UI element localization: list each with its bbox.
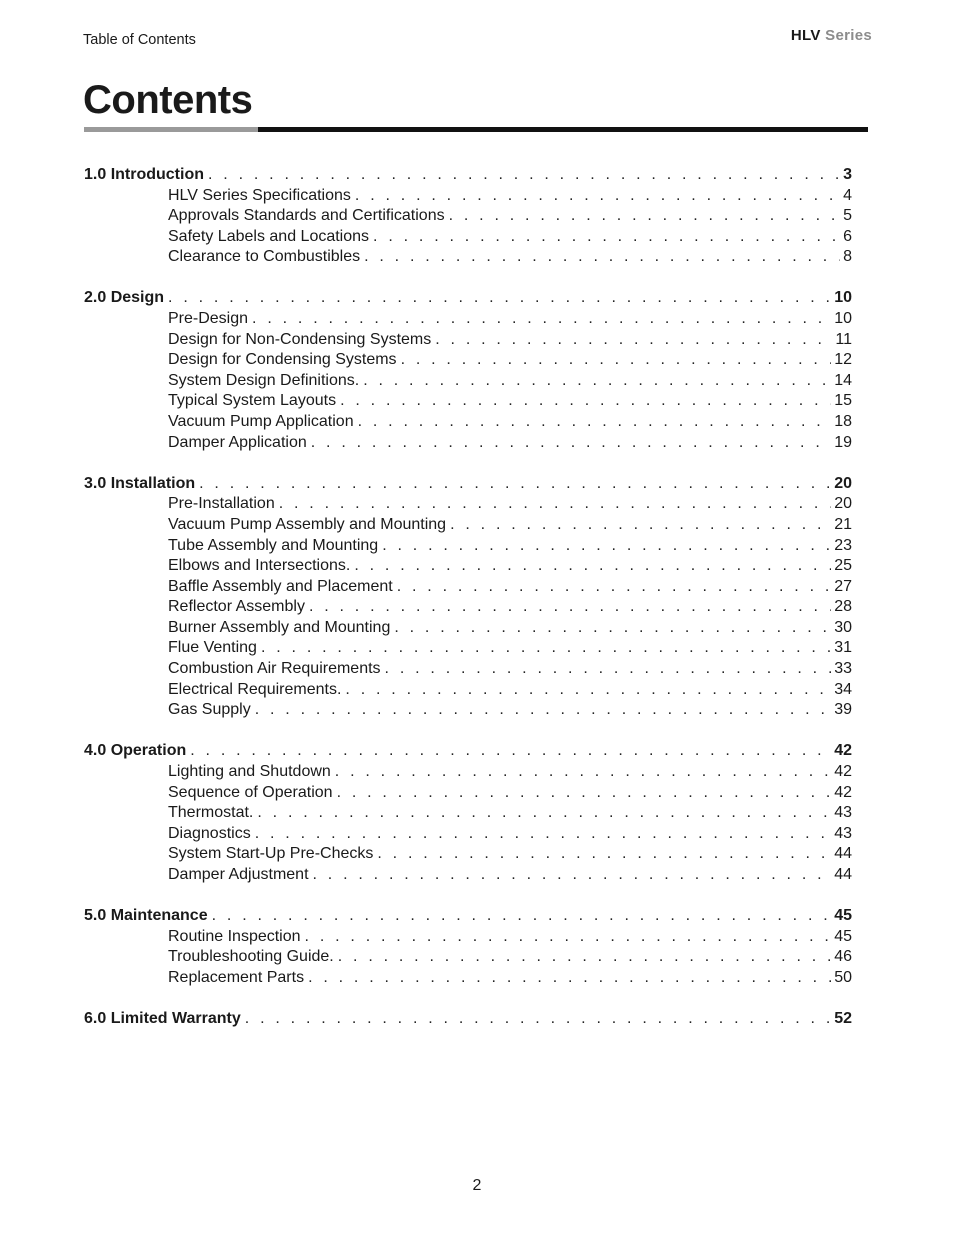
toc-entry-label: 3.0 Installation (84, 474, 196, 492)
dot-leader (311, 433, 831, 454)
toc-entry-page: 20 (834, 474, 852, 492)
dot-leader (355, 186, 840, 207)
dot-leader (309, 597, 831, 618)
toc-section (84, 288, 852, 453)
toc-section-entry[interactable] (84, 288, 852, 309)
toc-entry-label: System Design Definitions. (168, 371, 360, 389)
toc-entry-page: 10 (834, 289, 852, 307)
toc-entry-label: Combustion Air Requirements (168, 660, 381, 678)
toc-entry-label: Gas Supply (168, 701, 251, 719)
toc-entry-page: 44 (834, 865, 852, 883)
toc-entry-page: 3 (843, 166, 852, 183)
toc-section-entry[interactable] (84, 741, 852, 762)
toc-entry-label: 2.0 Design (84, 289, 165, 307)
toc-entry-page: 45 (834, 927, 852, 945)
toc-entry-page: 23 (834, 536, 852, 554)
toc-entry-label: Damper Adjustment (168, 865, 309, 883)
toc-entry-page: 15 (834, 392, 852, 410)
toc-entry-page: 25 (834, 557, 852, 575)
toc-entry-label: Pre-Design (168, 310, 249, 328)
page-title: Contents (83, 78, 253, 122)
dot-leader (385, 659, 832, 680)
toc-entry[interactable] (84, 494, 852, 515)
toc-entry[interactable] (84, 680, 852, 701)
toc-entry-page: 42 (834, 762, 852, 780)
toc-entry-label: Clearance to Combustibles (168, 248, 361, 266)
dot-leader (394, 618, 831, 639)
toc-entry[interactable] (84, 247, 852, 268)
toc-entry-page: 27 (834, 577, 852, 595)
dot-leader (255, 700, 831, 721)
title-rule-black (258, 127, 868, 132)
toc-entry[interactable] (84, 865, 852, 886)
toc-entry[interactable] (84, 659, 852, 680)
dot-leader (364, 247, 840, 268)
dot-leader (335, 762, 831, 783)
dot-leader (190, 741, 831, 762)
toc-entry[interactable] (84, 536, 852, 557)
toc-section-entry[interactable] (84, 165, 852, 186)
toc-entry[interactable] (84, 391, 852, 412)
toc-entry-label: Vacuum Pump Assembly and Mounting (168, 515, 447, 533)
dot-leader (354, 556, 831, 577)
toc-entry-label: Damper Application (168, 433, 307, 451)
dot-leader (308, 968, 831, 989)
toc-entry[interactable] (84, 412, 852, 433)
toc-entry[interactable] (84, 227, 852, 248)
table-of-contents (84, 165, 852, 1050)
toc-entry-label: 5.0 Maintenance (84, 907, 208, 924)
toc-entry-label: Approvals Standards and Certifications (168, 207, 445, 225)
toc-entry-page: 6 (843, 227, 852, 245)
toc-entry[interactable] (84, 700, 852, 721)
dot-leader (397, 577, 831, 598)
toc-entry[interactable] (84, 783, 852, 804)
toc-entry-label: Design for Non-Condensing Systems (168, 330, 432, 348)
toc-entry-label: Flue Venting (168, 639, 257, 657)
dot-leader (261, 638, 831, 659)
toc-entry[interactable] (84, 968, 852, 989)
toc-entry-label: Diagnostics (168, 824, 251, 842)
toc-section (84, 1009, 852, 1030)
running-header-brand (791, 27, 872, 44)
toc-entry-page: 19 (834, 433, 852, 451)
toc-entry-label: Pre-Installation (168, 495, 275, 513)
toc-entry[interactable] (84, 350, 852, 371)
toc-entry-page: 42 (834, 742, 852, 760)
toc-entry[interactable] (84, 927, 852, 948)
page-number: 2 (472, 1177, 482, 1194)
toc-entry-page: 5 (843, 207, 852, 225)
dot-leader (337, 783, 832, 804)
toc-entry-page: 43 (834, 824, 852, 842)
toc-entry-label: Elbows and Intersections. (168, 557, 351, 575)
dot-leader (363, 371, 831, 392)
toc-entry[interactable] (84, 556, 852, 577)
toc-entry-label: 6.0 Limited Warranty (84, 1009, 241, 1027)
toc-entry-label: Lighting and Shutdown (168, 762, 331, 780)
toc-entry-page: 33 (834, 660, 852, 678)
toc-entry-page: 14 (834, 371, 852, 389)
toc-entry-label: Safety Labels and Locations (168, 227, 370, 245)
dot-leader (358, 412, 832, 433)
toc-entry-page: 34 (834, 680, 852, 698)
toc-entry-page: 12 (834, 351, 852, 369)
toc-entry-label: Design for Condensing Systems (168, 351, 397, 369)
toc-entry-page: 50 (834, 968, 852, 986)
dot-leader (212, 906, 832, 927)
toc-entry-page: 20 (834, 495, 852, 513)
toc-entry-page: 10 (834, 310, 852, 328)
toc-entry-label: 1.0 Introduction (84, 166, 204, 183)
toc-section-entry[interactable] (84, 474, 852, 495)
title-rule-grey (84, 127, 258, 132)
toc-entry-label: Tube Assembly and Mounting (168, 536, 379, 554)
toc-entry[interactable] (84, 618, 852, 639)
dot-leader (208, 165, 840, 186)
dot-leader (245, 1009, 831, 1030)
toc-entry-page: 43 (834, 804, 852, 822)
running-header-section: Table of Contents (83, 32, 196, 48)
toc-entry-page: 42 (834, 783, 852, 801)
dot-leader (373, 227, 840, 248)
toc-entry-label: Routine Inspection (168, 927, 301, 945)
toc-entry-page: 52 (834, 1009, 852, 1027)
dot-leader (345, 680, 831, 701)
toc-entry-page: 45 (834, 907, 852, 924)
toc-entry[interactable] (84, 309, 852, 330)
toc-section (84, 165, 852, 268)
toc-entry[interactable] (84, 762, 852, 783)
toc-entry-label: Thermostat. (168, 804, 254, 822)
toc-entry-label: Electrical Requirements. (168, 680, 342, 698)
toc-entry-label: Sequence of Operation (168, 783, 333, 801)
toc-entry-page: 18 (834, 413, 852, 431)
toc-entry-page: 11 (835, 330, 852, 348)
toc-entry[interactable] (84, 371, 852, 392)
toc-entry-page: 46 (834, 948, 852, 966)
toc-entry-page: 44 (834, 845, 852, 863)
dot-leader (377, 844, 831, 865)
toc-entry-label: Burner Assembly and Mounting (168, 618, 391, 636)
toc-entry-label: 4.0 Operation (84, 742, 187, 760)
toc-entry-label: Replacement Parts (168, 968, 305, 986)
toc-entry-label: System Start-Up Pre-Checks (168, 845, 374, 863)
toc-entry-page: 4 (843, 186, 852, 204)
toc-entry-page: 31 (834, 639, 852, 657)
toc-entry[interactable] (84, 330, 852, 351)
toc-section (84, 906, 852, 988)
toc-entry[interactable] (84, 638, 852, 659)
toc-entry-label: Baffle Assembly and Placement (168, 577, 393, 595)
toc-entry[interactable] (84, 947, 852, 968)
toc-section (84, 474, 852, 721)
dot-leader (279, 494, 831, 515)
toc-entry[interactable] (84, 844, 852, 865)
toc-entry[interactable] (84, 803, 852, 824)
toc-entry-label: Reflector Assembly (168, 598, 305, 616)
toc-entry-page: 39 (834, 701, 852, 719)
toc-entry[interactable] (84, 577, 852, 598)
toc-entry-label: Vacuum Pump Application (168, 413, 354, 431)
toc-entry-label: Typical System Layouts (168, 392, 337, 410)
toc-entry-page: 28 (834, 598, 852, 616)
dot-leader (313, 865, 832, 886)
dot-leader (257, 803, 831, 824)
dot-leader (382, 536, 831, 557)
dot-leader (401, 350, 832, 371)
dot-leader (449, 206, 841, 227)
dot-leader (435, 330, 832, 351)
toc-entry-label: Troubleshooting Guide. (168, 948, 334, 966)
dot-leader (450, 515, 831, 536)
dot-leader (252, 309, 831, 330)
dot-leader (168, 288, 831, 309)
toc-entry-page: 30 (834, 618, 852, 636)
toc-entry[interactable] (84, 206, 852, 227)
toc-entry[interactable] (84, 824, 852, 845)
dot-leader (305, 927, 832, 948)
toc-entry[interactable] (84, 597, 852, 618)
dot-leader (255, 824, 832, 845)
toc-entry[interactable] (84, 186, 852, 207)
dot-leader (338, 947, 831, 968)
brand-name: HLV (790, 27, 821, 44)
dot-leader (199, 474, 831, 495)
toc-section-entry[interactable] (84, 1009, 852, 1030)
toc-section (84, 741, 852, 885)
toc-entry-page: 8 (843, 248, 852, 266)
toc-section-entry[interactable] (84, 906, 852, 927)
toc-entry-label: HLV Series Specifications (168, 186, 351, 204)
dot-leader (340, 391, 831, 412)
toc-entry[interactable] (84, 433, 852, 454)
toc-entry[interactable] (84, 515, 852, 536)
brand-series: Series (825, 27, 872, 44)
toc-entry-page: 21 (834, 515, 852, 533)
